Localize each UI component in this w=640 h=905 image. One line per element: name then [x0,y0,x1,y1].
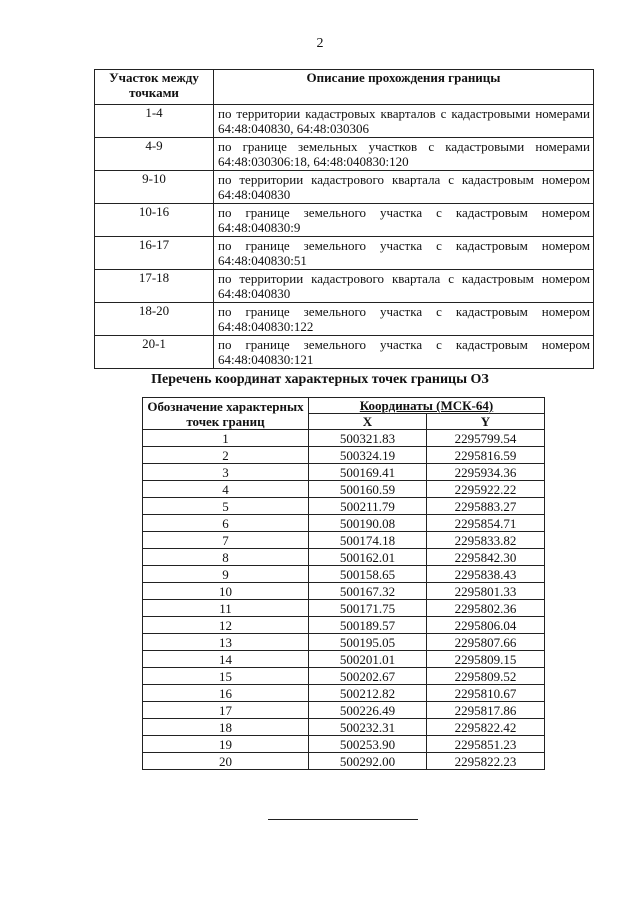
segment-column-header: Участок между точками [95,70,214,105]
segment-cell: 1-4 [95,105,214,138]
point-cell: 1 [143,430,309,447]
segments-body [95,105,594,369]
y-cell: 2295809.52 [427,668,545,685]
point-cell: 11 [143,600,309,617]
y-cell: 2295822.23 [427,753,545,770]
segment-cell: 16-17 [95,237,214,270]
description-cell: по территории кадастрового квартала с кадастровым номером 64:48:040830 [214,270,594,303]
point-cell: 13 [143,634,309,651]
coordinate-row [143,753,545,770]
x-cell: 500174.18 [309,532,427,549]
boundary-segments-table [94,69,594,369]
point-cell: 6 [143,515,309,532]
y-cell: 2295799.54 [427,430,545,447]
point-cell: 15 [143,668,309,685]
x-cell: 500167.32 [309,583,427,600]
point-cell: 20 [143,753,309,770]
y-column-header: Y [427,414,545,430]
y-cell: 2295833.82 [427,532,545,549]
coordinate-row [143,464,545,481]
x-cell: 500162.01 [309,549,427,566]
segment-cell: 17-18 [95,270,214,303]
y-cell: 2295838.43 [427,566,545,583]
point-cell: 2 [143,447,309,464]
point-cell: 16 [143,685,309,702]
segment-cell: 4-9 [95,138,214,171]
point-cell: 17 [143,702,309,719]
description-cell: по территории кадастрового квартала с кадастровым номером 64:48:040830 [214,171,594,204]
coordinate-row [143,549,545,566]
y-cell: 2295822.42 [427,719,545,736]
coordinate-row [143,736,545,753]
coordinate-row [143,668,545,685]
coords-header-row-1 [143,398,545,414]
segment-row [95,138,594,171]
y-cell: 2295816.59 [427,447,545,464]
coordinates-table [142,397,545,770]
coordinate-row [143,685,545,702]
coords-body [143,430,545,770]
x-cell: 500195.05 [309,634,427,651]
x-cell: 500226.49 [309,702,427,719]
point-cell: 8 [143,549,309,566]
y-cell: 2295842.30 [427,549,545,566]
y-cell: 2295807.66 [427,634,545,651]
x-cell: 500189.57 [309,617,427,634]
y-cell: 2295883.27 [427,498,545,515]
coordinate-row [143,515,545,532]
y-cell: 2295817.86 [427,702,545,719]
y-cell: 2295801.33 [427,583,545,600]
coordinate-row [143,719,545,736]
coordinate-row [143,651,545,668]
coordinate-row [143,702,545,719]
point-cell: 7 [143,532,309,549]
coordinate-row [143,583,545,600]
coordinates-title: Перечень координат характерных точек границы ОЗ [151,372,489,387]
description-cell: по границе земельного участка с кадастровым номером 64:48:040830:51 [214,237,594,270]
separator-line [268,819,418,820]
x-cell: 500324.19 [309,447,427,464]
coordinate-row [143,566,545,583]
x-cell: 500158.65 [309,566,427,583]
x-cell: 500211.79 [309,498,427,515]
description-column-header: Описание прохождения границы [214,70,594,105]
coordinate-row [143,498,545,515]
segment-row [95,204,594,237]
coords-group-header: Координаты (МСК-64) [309,398,545,414]
point-cell: 12 [143,617,309,634]
description-cell: по территории кадастровых кварталов с кадастровыми номерами 64:48:040830, 64:48:030306 [214,105,594,138]
segment-cell: 18-20 [95,303,214,336]
y-cell: 2295934.36 [427,464,545,481]
x-cell: 500169.41 [309,464,427,481]
coordinate-row [143,617,545,634]
description-cell: по границе земельного участка с кадастровым номером 64:48:040830:121 [214,336,594,369]
coordinate-row [143,634,545,651]
y-cell: 2295809.15 [427,651,545,668]
x-cell: 500321.83 [309,430,427,447]
coordinate-row [143,430,545,447]
point-cell: 19 [143,736,309,753]
segment-cell: 9-10 [95,171,214,204]
point-cell: 3 [143,464,309,481]
y-cell: 2295851.23 [427,736,545,753]
point-cell: 4 [143,481,309,498]
x-cell: 500201.01 [309,651,427,668]
segment-row [95,105,594,138]
point-cell: 5 [143,498,309,515]
x-cell: 500232.31 [309,719,427,736]
segment-row [95,237,594,270]
point-cell: 10 [143,583,309,600]
segment-row [95,171,594,204]
description-cell: по границе земельного участка с кадастровым номером 64:48:040830:9 [214,204,594,237]
description-cell: по границе земельного участка с кадастровым номером 64:48:040830:122 [214,303,594,336]
coordinate-row [143,532,545,549]
point-cell: 18 [143,719,309,736]
y-cell: 2295922.22 [427,481,545,498]
x-column-header: X [309,414,427,430]
segment-cell: 20-1 [95,336,214,369]
y-cell: 2295802.36 [427,600,545,617]
x-cell: 500171.75 [309,600,427,617]
x-cell: 500292.00 [309,753,427,770]
x-cell: 500160.59 [309,481,427,498]
description-cell: по границе земельных участков с кадастровыми номерами 64:48:030306:18, 64:48:040830:120 [214,138,594,171]
page-number: 2 [316,36,324,51]
x-cell: 500212.82 [309,685,427,702]
coordinate-row [143,447,545,464]
x-cell: 500253.90 [309,736,427,753]
point-cell: 9 [143,566,309,583]
point-cell: 14 [143,651,309,668]
x-cell: 500190.08 [309,515,427,532]
segment-row [95,270,594,303]
x-cell: 500202.67 [309,668,427,685]
segment-row [95,303,594,336]
segment-cell: 10-16 [95,204,214,237]
point-column-header: Обозначение характерных точек границ [143,398,309,430]
y-cell: 2295810.67 [427,685,545,702]
y-cell: 2295806.04 [427,617,545,634]
segment-row [95,336,594,369]
segments-header-row [95,70,594,105]
coordinate-row [143,600,545,617]
y-cell: 2295854.71 [427,515,545,532]
coordinate-row [143,481,545,498]
